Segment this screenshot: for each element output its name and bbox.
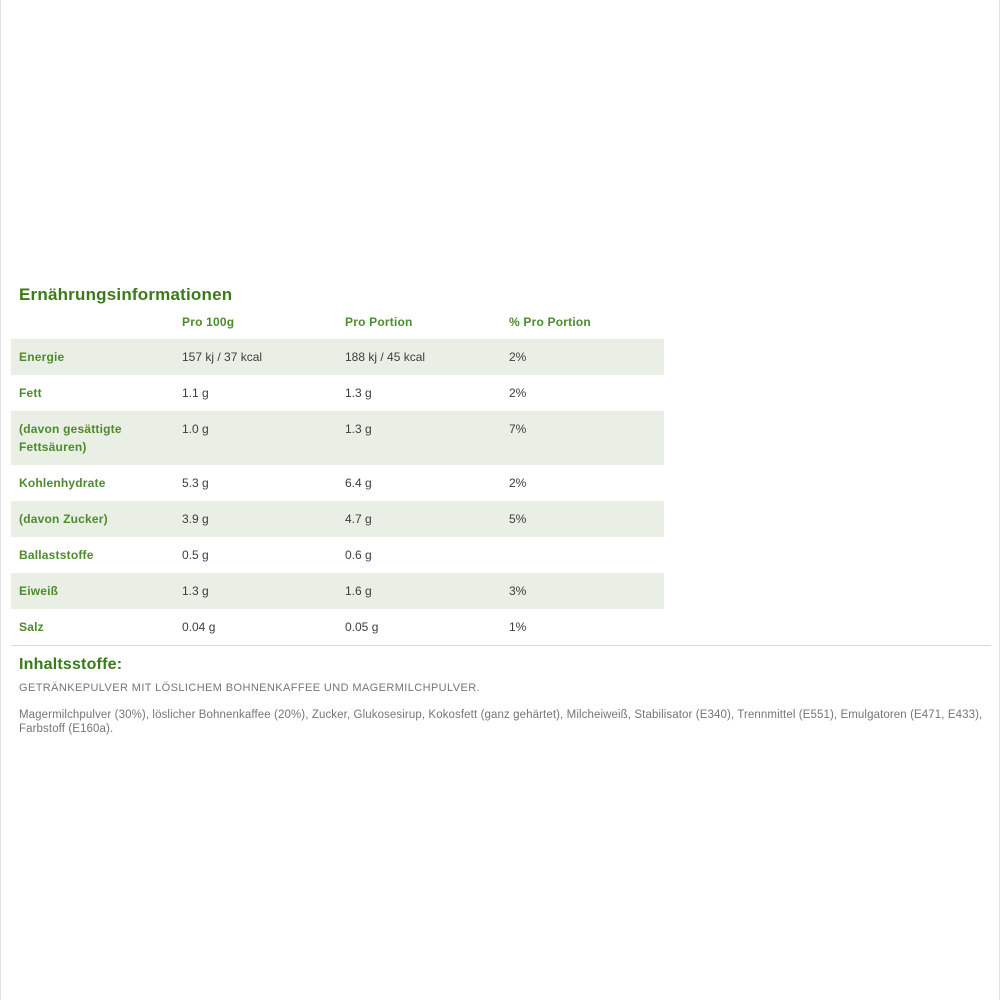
row-value: 3% xyxy=(509,584,527,598)
row-label: Fett xyxy=(19,386,42,400)
row-value: 5.3 g xyxy=(182,476,209,490)
row-value: 4.7 g xyxy=(345,512,372,526)
row-label: Kohlenhydrate xyxy=(19,476,106,490)
row-value: 1.6 g xyxy=(345,584,372,598)
row-value: 2% xyxy=(509,350,527,364)
table-row xyxy=(11,609,664,645)
row-value: 157 kj / 37 kcal xyxy=(182,350,263,364)
row-value: 0.04 g xyxy=(182,620,216,634)
row-label: (davon gesättigte Fettsäuren) xyxy=(19,422,122,454)
column-header-pro-100g: Pro 100g xyxy=(182,315,235,329)
column-header-blank xyxy=(11,315,182,329)
row-value: 0.6 g xyxy=(345,548,372,562)
row-value: 0.05 g xyxy=(345,620,379,634)
column-header-pro-portion: Pro Portion xyxy=(345,315,413,329)
row-label: Eiweiß xyxy=(19,584,59,598)
table-row xyxy=(11,537,664,573)
row-value: 1.1 g xyxy=(182,386,209,400)
row-label: Salz xyxy=(19,620,44,634)
product-info-section xyxy=(11,285,991,736)
table-row xyxy=(11,573,664,609)
row-value: 2% xyxy=(509,386,527,400)
nutrition-section-title: Ernährungsinformationen xyxy=(19,285,233,304)
row-value: 5% xyxy=(509,512,527,526)
row-value: 2% xyxy=(509,476,527,490)
table-row xyxy=(11,501,664,537)
row-value: 6.4 g xyxy=(345,476,372,490)
row-value: 3.9 g xyxy=(182,512,209,526)
ingredients-subheading: GETRÄNKEPULVER MIT LÖSLICHEM BOHNENKAFFEE UND MAGERMILCHPULVER. xyxy=(19,682,480,694)
nutrition-table xyxy=(11,315,664,645)
nutrition-table-header xyxy=(11,315,664,339)
row-value: 1.3 g xyxy=(345,422,372,436)
row-value: 1.3 g xyxy=(182,584,209,598)
row-value: 1% xyxy=(509,620,527,634)
table-row xyxy=(11,339,664,375)
row-value: 0.5 g xyxy=(182,548,209,562)
row-value: 1.3 g xyxy=(345,386,372,400)
table-row xyxy=(11,411,664,465)
row-value xyxy=(509,546,664,564)
ingredients-list: Magermilchpulver (30%), löslicher Bohnenkaffee (20%), Zucker, Glukosesirup, Kokosfett (ganz gehärtet), Milcheiweiß, Stabilisator (E340), Trennmittel (E551), Emulgatoren (E471, E433), Farbstoff (E160a). xyxy=(19,709,983,735)
nutrition-table-body xyxy=(11,339,664,645)
row-value: 188 kj / 45 kcal xyxy=(345,350,426,364)
row-label: (davon Zucker) xyxy=(19,512,108,526)
section-divider xyxy=(11,645,991,646)
row-value: 7% xyxy=(509,422,527,436)
row-label: Energie xyxy=(19,350,65,364)
column-header-percent-pro-portion: % Pro Portion xyxy=(509,315,591,329)
row-label: Ballaststoffe xyxy=(19,548,94,562)
table-row xyxy=(11,465,664,501)
ingredients-heading: Inhaltsstoffe: xyxy=(19,656,123,673)
row-value: 1.0 g xyxy=(182,422,209,436)
table-row xyxy=(11,375,664,411)
